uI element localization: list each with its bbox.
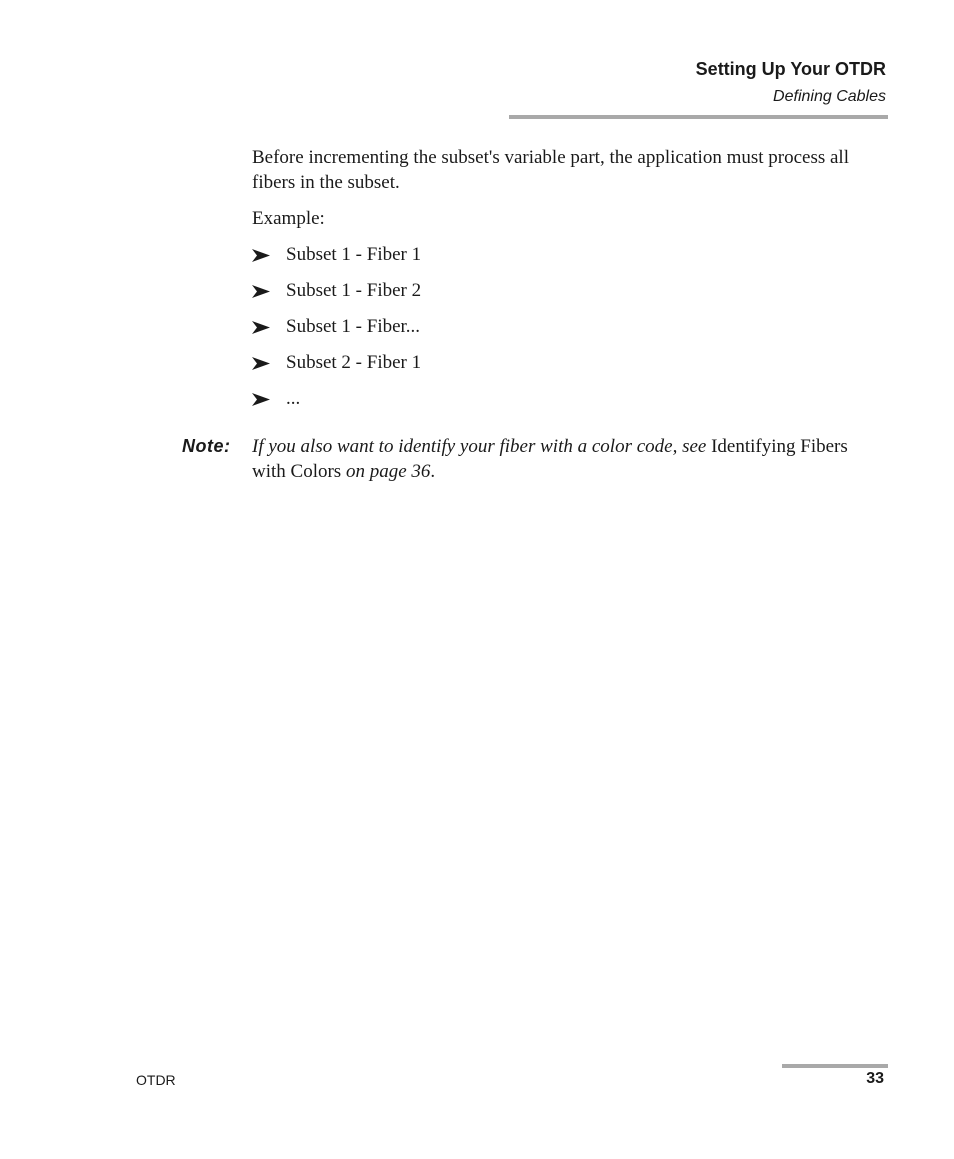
- list-item: [252, 386, 872, 411]
- note-intro: If you also want to identify your fiber with a color code, see: [252, 436, 707, 457]
- page-reference: on page 36: [345, 461, 431, 482]
- list-item: [252, 314, 872, 339]
- list-item-text: Subset 1 - Fiber 1: [286, 244, 422, 265]
- note-block: [182, 434, 872, 484]
- list-item-text: ...: [286, 388, 301, 409]
- cross-reference-link[interactable]: Identifying Fibers with Colors: [252, 436, 848, 482]
- chapter-title: Setting Up Your OTDR: [695, 59, 886, 79]
- header-divider: [509, 115, 888, 119]
- footer-divider: [782, 1064, 888, 1068]
- list-item: [252, 350, 872, 375]
- note-label: Note:: [182, 436, 231, 456]
- page-number: 33: [866, 1070, 884, 1087]
- example-label: Example:: [252, 208, 325, 229]
- arrow-bullet-icon: [252, 285, 270, 298]
- section-title: Defining Cables: [773, 88, 886, 105]
- example-list: [252, 242, 872, 411]
- list-item-text: Subset 1 - Fiber 2: [286, 280, 422, 301]
- list-item: [252, 242, 872, 267]
- list-item-text: Subset 1 - Fiber...: [286, 316, 421, 337]
- arrow-bullet-icon: [252, 321, 270, 334]
- arrow-bullet-icon: [252, 357, 270, 370]
- arrow-bullet-icon: [252, 249, 270, 262]
- list-item-text: Subset 2 - Fiber 1: [286, 352, 422, 373]
- main-content: [252, 145, 872, 422]
- running-header: [696, 57, 886, 108]
- note-text: [252, 434, 872, 484]
- body-paragraph: Before incrementing the subset's variable part, the application must process all fibers in the subset.: [252, 147, 849, 193]
- footer-product: OTDR: [136, 1072, 176, 1088]
- note-end: .: [430, 461, 436, 482]
- arrow-bullet-icon: [252, 393, 270, 406]
- list-item: [252, 278, 872, 303]
